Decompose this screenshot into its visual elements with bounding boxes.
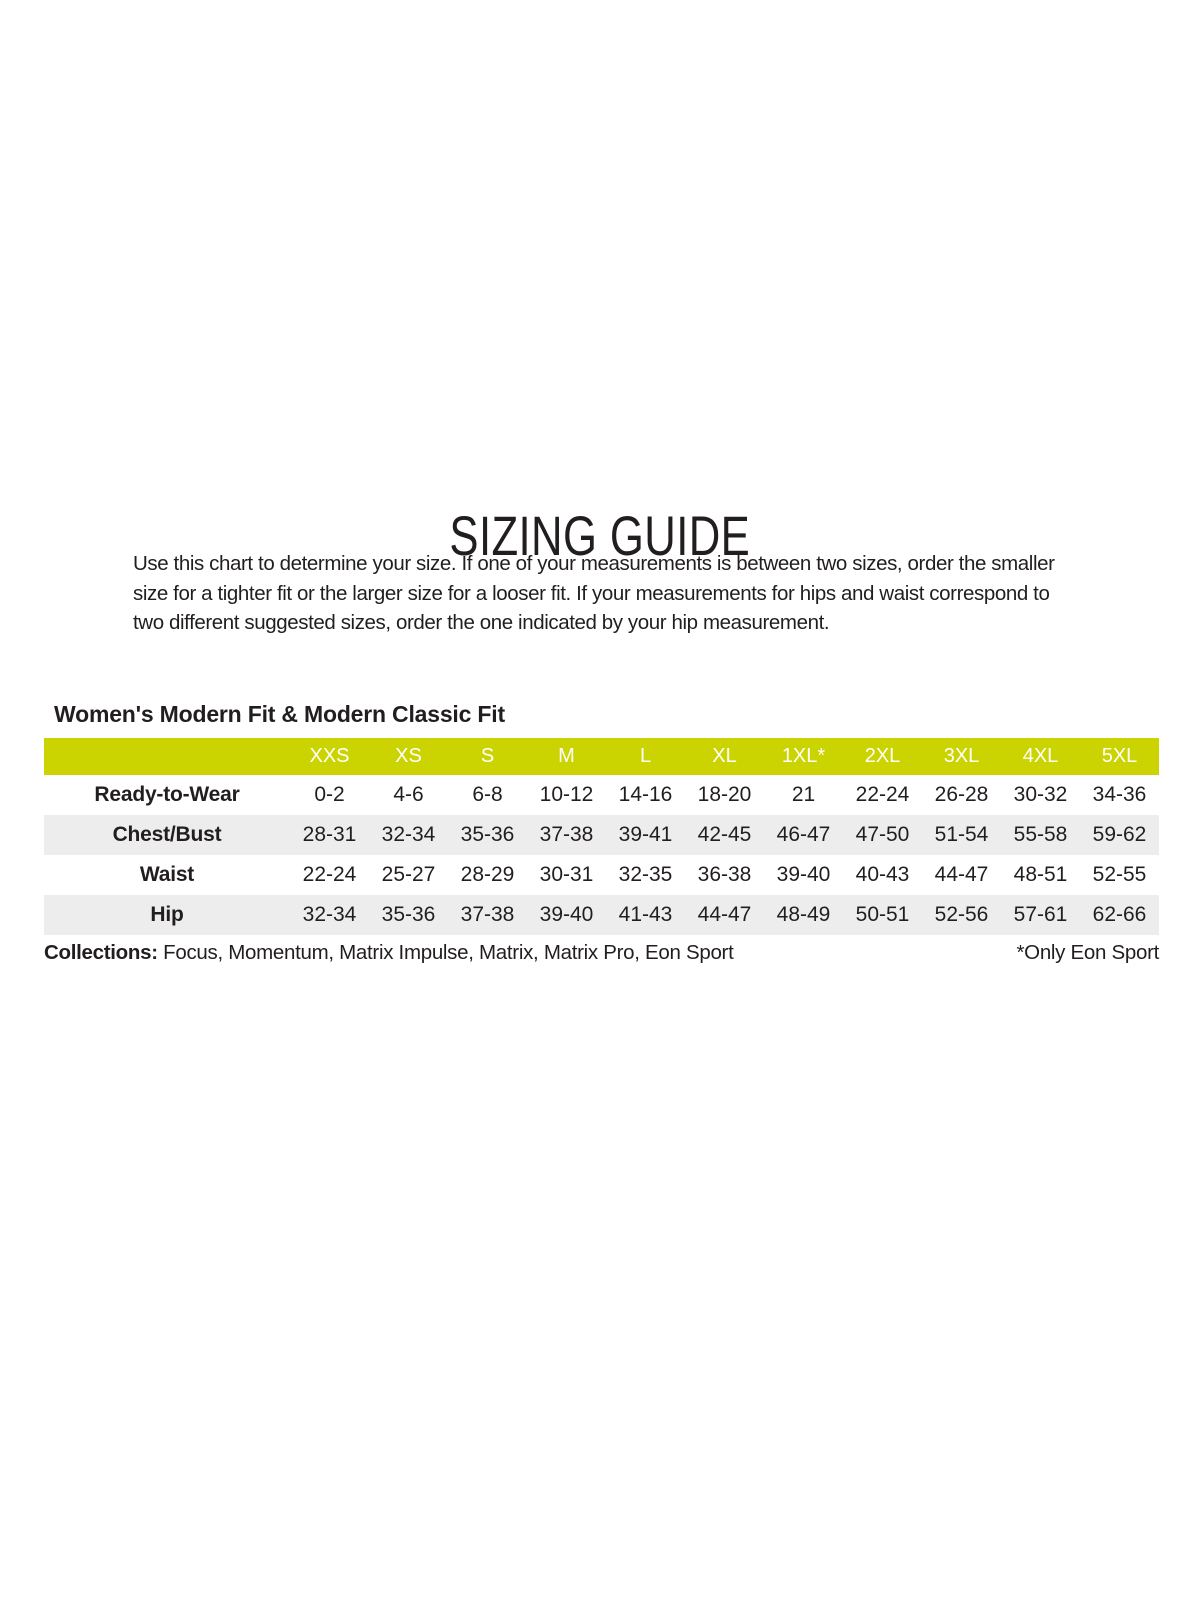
size-cell: 35-36 — [381, 903, 436, 926]
size-column-header: 4XL — [1001, 738, 1080, 775]
size-cell: 30-32 — [1013, 783, 1068, 806]
size-cell: 40-43 — [855, 863, 910, 886]
intro-line: two different suggested sizes, order the one indicated by your hip measurement. — [133, 611, 830, 634]
size-cell: 14-16 — [618, 783, 673, 806]
size-cell: 52-55 — [1092, 863, 1147, 886]
collections-note — [44, 941, 733, 965]
size-cell: 50-51 — [855, 903, 910, 926]
section-heading: Women's Modern Fit & Modern Classic Fit — [54, 701, 505, 727]
page-title-text: SIZING GUIDE — [449, 503, 751, 567]
row-label: Ready-to-Wear — [94, 783, 240, 806]
size-column-header: S — [448, 738, 527, 775]
size-cell: 28-29 — [460, 863, 515, 886]
size-cell: 30-31 — [539, 863, 594, 886]
sizing-table-body — [44, 775, 1159, 935]
table-row — [44, 855, 1159, 895]
size-cell: 47-50 — [855, 823, 910, 846]
size-column-header: XL — [685, 738, 764, 775]
corner-cell — [44, 738, 290, 775]
size-cell: 44-47 — [934, 863, 989, 886]
size-cell: 62-66 — [1092, 903, 1147, 926]
size-cell: 35-36 — [460, 823, 515, 846]
size-cell: 10-12 — [539, 783, 594, 806]
size-column-header: XS — [369, 738, 448, 775]
intro-paragraph — [133, 549, 1055, 638]
size-cell: 39-40 — [539, 903, 594, 926]
size-cell: 52-56 — [934, 903, 989, 926]
table-row — [44, 775, 1159, 815]
size-cell: 25-27 — [381, 863, 436, 886]
footer-row — [44, 941, 1159, 965]
size-cell: 39-41 — [618, 823, 673, 846]
size-column-header: XXS — [290, 738, 369, 775]
size-cell: 28-31 — [302, 823, 357, 846]
table-row — [44, 815, 1159, 855]
size-cell: 46-47 — [776, 823, 831, 846]
size-cell: 6-8 — [472, 783, 503, 806]
size-cell: 55-58 — [1013, 823, 1068, 846]
size-header-row — [44, 738, 1159, 775]
size-cell: 4-6 — [393, 783, 424, 806]
collections-list: Focus, Momentum, Matrix Impulse, Matrix, Matrix Pro, Eon Sport — [157, 941, 734, 964]
size-cell: 37-38 — [460, 903, 515, 926]
size-cell: 59-62 — [1092, 823, 1147, 846]
size-cell: 57-61 — [1013, 903, 1068, 926]
row-label: Hip — [150, 903, 184, 926]
size-column-header: 1XL* — [764, 738, 843, 775]
size-cell: 32-35 — [618, 863, 673, 886]
sizing-table — [44, 738, 1159, 935]
size-cell: 36-38 — [697, 863, 752, 886]
row-label: Waist — [139, 863, 195, 886]
size-cell: 39-40 — [776, 863, 831, 886]
size-cell: 18-20 — [697, 783, 752, 806]
size-cell: 26-28 — [934, 783, 989, 806]
size-cell: 22-24 — [302, 863, 357, 886]
size-cell: 51-54 — [934, 823, 989, 846]
size-cell: 32-34 — [381, 823, 436, 846]
sizing-table-head — [44, 738, 1159, 775]
table-row — [44, 895, 1159, 935]
size-cell: 22-24 — [855, 783, 910, 806]
size-cell: 41-43 — [618, 903, 673, 926]
size-cell: 48-49 — [776, 903, 831, 926]
size-column-header: M — [527, 738, 606, 775]
size-cell: 37-38 — [539, 823, 594, 846]
size-cell: 0-2 — [314, 783, 345, 806]
size-cell: 48-51 — [1013, 863, 1068, 886]
intro-line: Use this chart to determine your size. If one of your measurements is between two sizes, order the smaller — [133, 552, 1055, 575]
collections-label: Collections: — [44, 941, 158, 964]
size-cell: 21 — [791, 783, 816, 806]
size-column-header: 5XL — [1080, 738, 1159, 775]
row-label: Chest/Bust — [112, 823, 222, 846]
size-column-header: 3XL — [922, 738, 1001, 775]
size-cell: 32-34 — [302, 903, 357, 926]
footnote: *Only Eon Sport — [1016, 941, 1159, 964]
intro-line: size for a tighter fit or the larger size for a looser fit. If your measurements for hips and waist correspond to — [133, 581, 1050, 605]
size-cell: 44-47 — [697, 903, 752, 926]
size-cell: 42-45 — [697, 823, 752, 846]
size-column-header: 2XL — [843, 738, 922, 775]
size-column-header: L — [606, 738, 685, 775]
size-cell: 34-36 — [1092, 783, 1147, 806]
